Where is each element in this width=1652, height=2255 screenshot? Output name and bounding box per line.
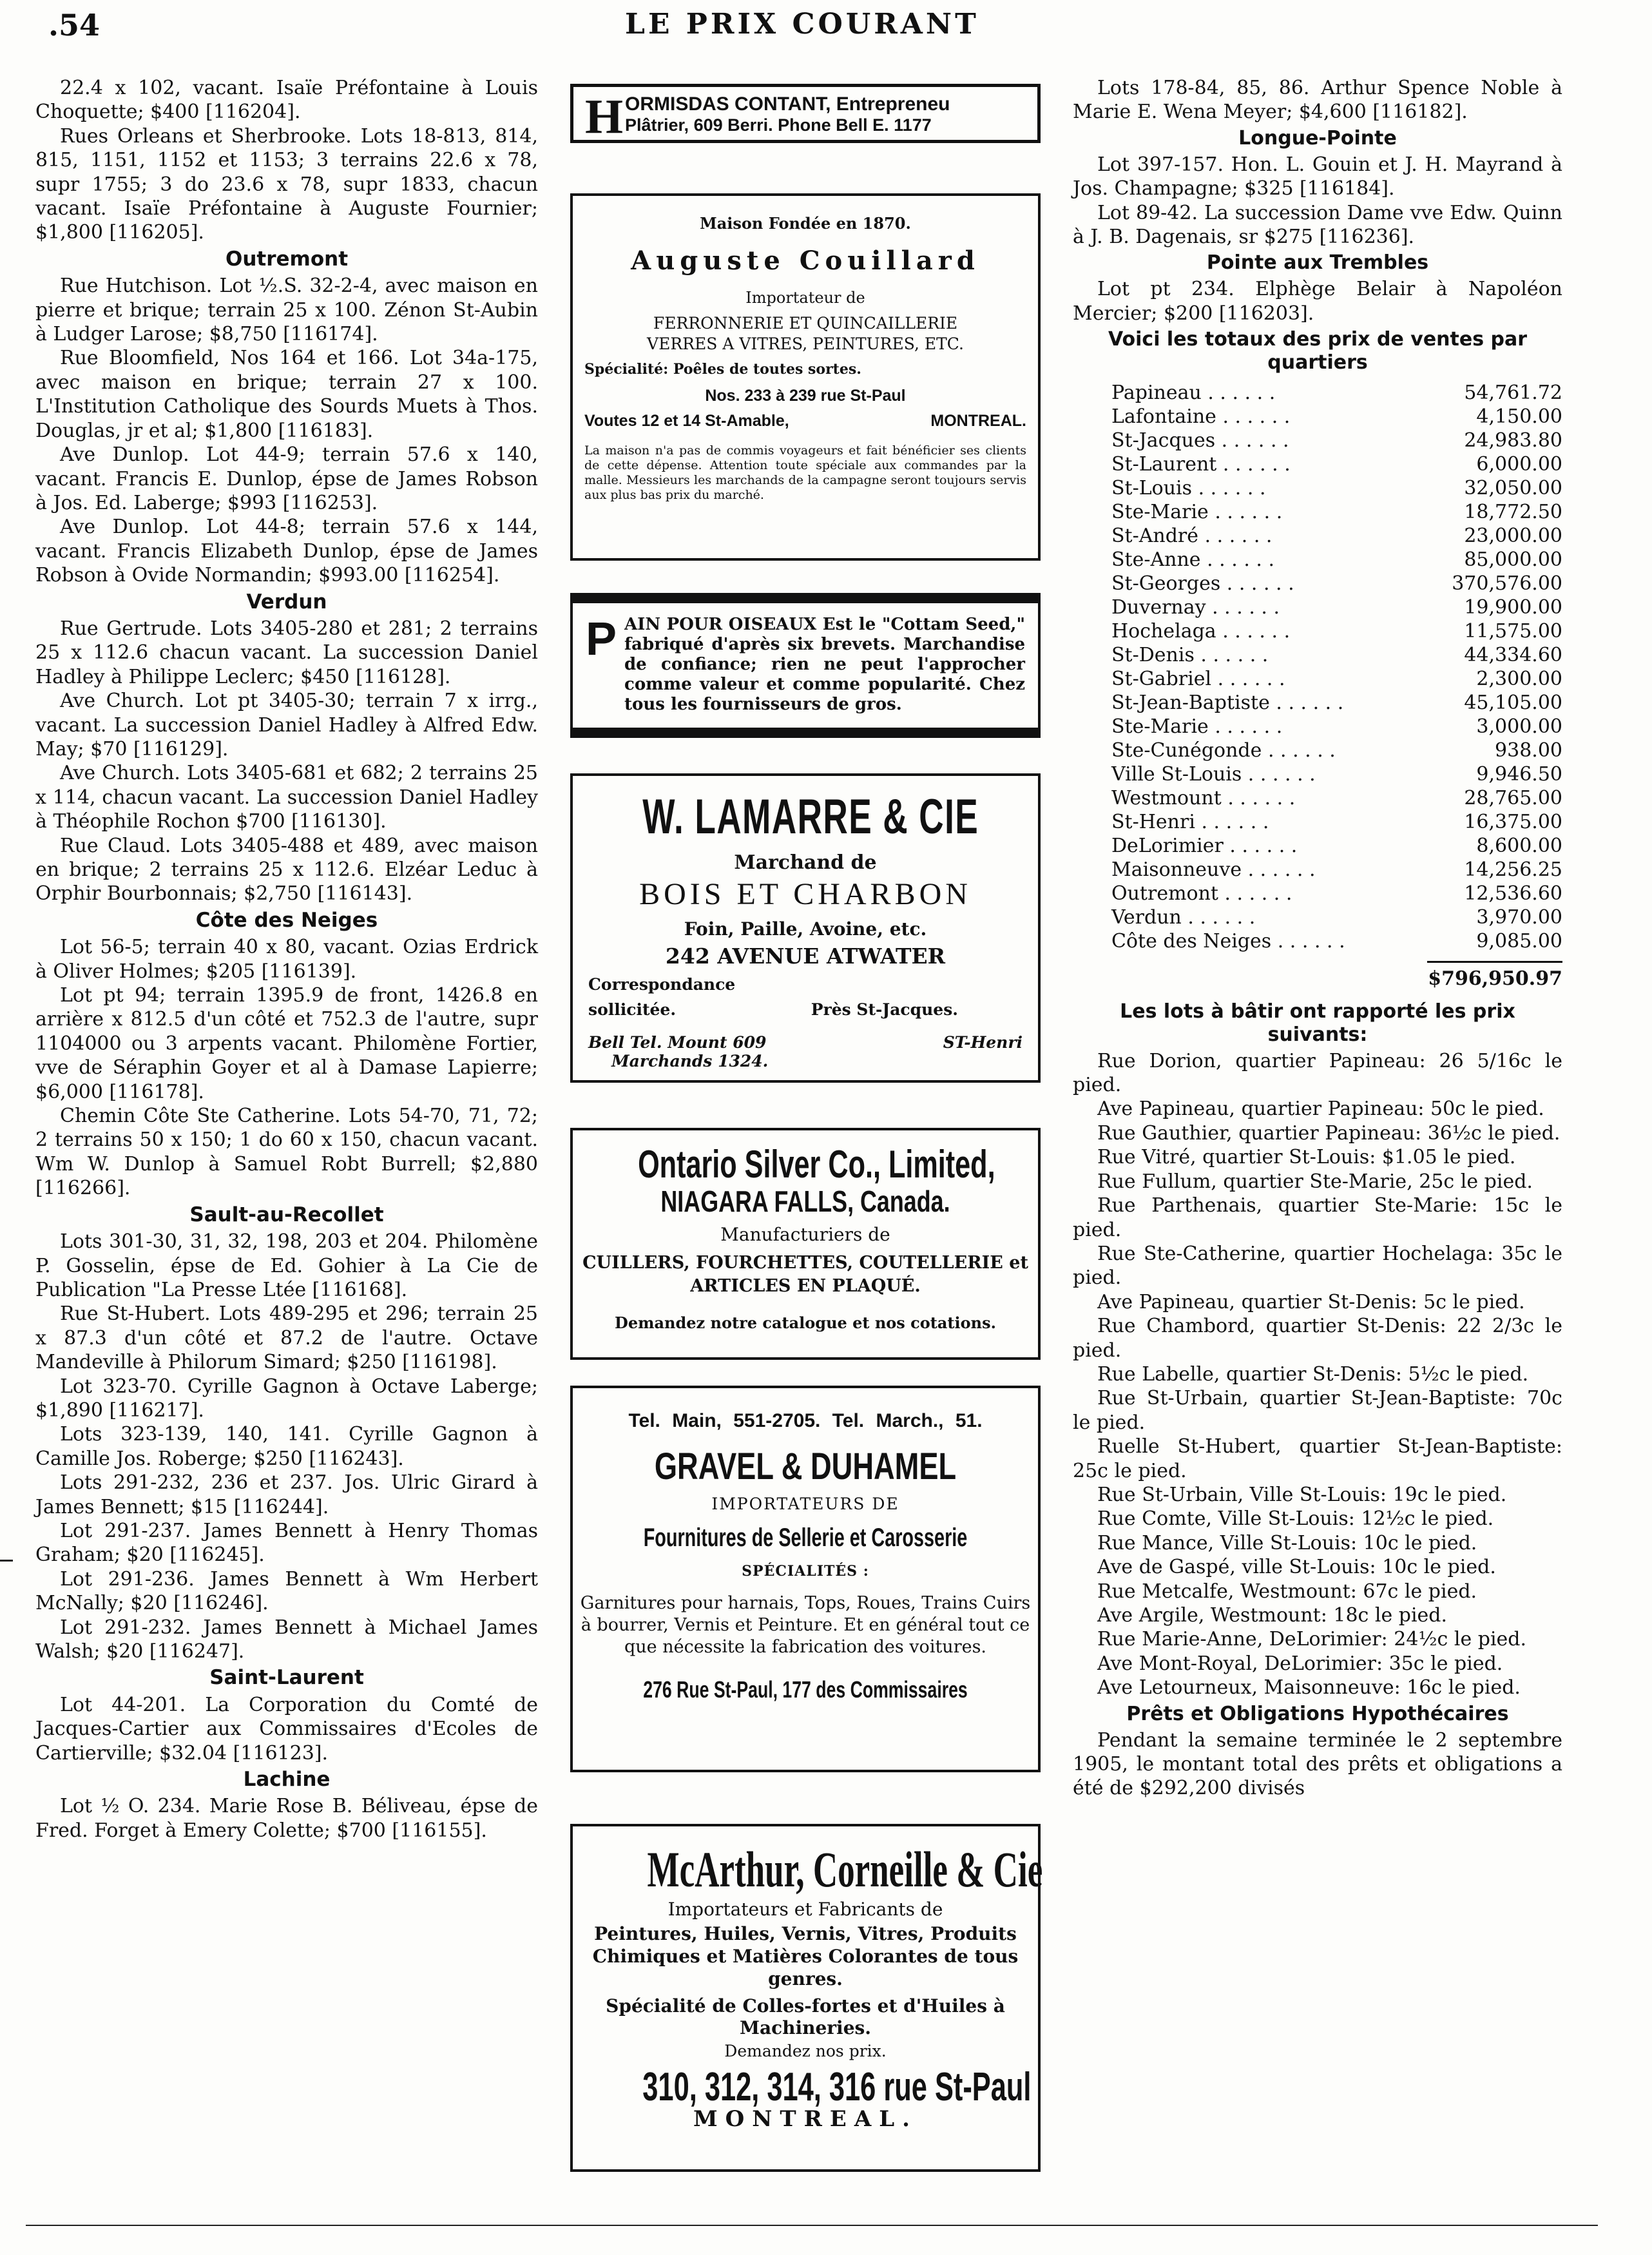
table-row bbox=[1073, 476, 1562, 500]
ad-tel: Tel. Main, 551-2705. Tel. March., 51. bbox=[628, 1410, 983, 1431]
table-row bbox=[1073, 381, 1562, 405]
table-row bbox=[1073, 905, 1562, 929]
ad-city: MONTREAL. bbox=[693, 2106, 917, 2132]
ad-goods: Fournitures de Sellerie et Carosserie bbox=[643, 1524, 968, 1552]
quartier-label: Ste-Anne bbox=[1111, 548, 1201, 572]
quartier-label: Ste-Marie bbox=[1111, 715, 1209, 739]
leader-dots: . . . . . . bbox=[1216, 620, 1291, 643]
ad-catalogue: Demandez notre catalogue et nos cotations. bbox=[615, 1313, 996, 1332]
paragraph: Rue Gauthier, quartier Papineau: 36½c le pied. bbox=[1097, 1121, 1561, 1145]
quartier-label: Papineau bbox=[1111, 382, 1202, 405]
ad-line bbox=[573, 313, 1038, 354]
table-row bbox=[1073, 667, 1562, 691]
ad-merchants: Marchands 1324. bbox=[611, 1052, 769, 1070]
paragraph: Chemin Côte Ste Catherine. Lots 54-70, 71, 72; 2 terrains 50 x 150; 1 do 60 x 150, chacun vacant. Wm W. Dunlop à Samuel Robt Burrell; $2,880 [116266]. bbox=[35, 1105, 538, 1200]
leader-dots: . . . . . . bbox=[1201, 382, 1276, 405]
section-heading: Voici les totaux des prix de ventes par quartiers bbox=[1108, 328, 1528, 374]
ad-corr: sollicitée. bbox=[588, 1000, 677, 1019]
ad-initial: P bbox=[586, 614, 617, 665]
section-heading: Sault-au-Recollet bbox=[189, 1203, 384, 1226]
quartier-name bbox=[1073, 882, 1421, 905]
paragraph: Ave Papineau, quartier St-Denis: 5c le pied. bbox=[1097, 1290, 1525, 1313]
quartier-label: Ville St-Louis bbox=[1111, 763, 1242, 786]
ad-initial: H bbox=[585, 90, 624, 144]
margin-mark bbox=[0, 1560, 13, 1562]
table-row bbox=[1073, 762, 1562, 786]
table-row bbox=[1073, 643, 1562, 667]
paragraph: Lots 323-139, 140, 141. Cyrille Gagnon à Camille Jos. Roberge; $250 [116243]. bbox=[35, 1423, 538, 1470]
ad-line: Marchand de bbox=[734, 851, 877, 874]
quartier-label: DeLorimier bbox=[1111, 835, 1224, 858]
quartier-value: 28,765.00 bbox=[1464, 787, 1562, 810]
table-row bbox=[1073, 405, 1562, 429]
quartier-label: St-Denis bbox=[1111, 644, 1195, 667]
paragraph: Rue Metcalfe, Westmount: 67c le pied. bbox=[1097, 1580, 1477, 1603]
quartier-label: Westmount bbox=[1111, 787, 1222, 810]
quartier-name bbox=[1073, 405, 1421, 429]
table-row bbox=[1073, 715, 1562, 739]
paragraph: Ave Dunlop. Lot 44-8; terrain 57.6 x 144, vacant. Francis Elizabeth Dunlop, épse de James Robson à Ovide Normandin; $993.00 [116254]. bbox=[35, 516, 538, 587]
paragraph: Pendant la semaine terminée le 2 septembre 1905, le montant total des prêts et obligations a été de $292,200 divisés bbox=[1073, 1728, 1562, 1800]
leader-dots: . . . . . . bbox=[1223, 835, 1298, 858]
leader-dots: . . . . . . bbox=[1220, 572, 1294, 595]
right-column bbox=[1073, 76, 1562, 1801]
leader-dots: . . . . . . bbox=[1242, 763, 1316, 786]
paragraph: Lots 301-30, 31, 32, 198, 203 et 204. Philomène P. Gosselin, épse de Ed. Gohier à La Cie de Publication "La Presse Ltée [116168]. bbox=[35, 1230, 538, 1301]
grand-total: $796,950.97 bbox=[1428, 967, 1562, 991]
quartier-value: 2,300.00 bbox=[1476, 668, 1562, 691]
running-title: LE PRIX COURANT bbox=[625, 8, 979, 41]
section-heading: Prêts et Obligations Hypothécaires bbox=[1126, 1702, 1509, 1725]
table-row bbox=[1073, 619, 1562, 643]
leader-dots: . . . . . . bbox=[1271, 930, 1345, 953]
ad-name: McArthur, Corneille & Cie bbox=[647, 1841, 1043, 1897]
quartier-value: 23,000.00 bbox=[1464, 525, 1562, 548]
totals-table bbox=[1073, 381, 1562, 953]
quartier-name bbox=[1073, 762, 1421, 786]
ad-line: SPÉCIALITÉS : bbox=[742, 1563, 869, 1580]
page-number: .54 bbox=[48, 8, 101, 43]
paragraph: Lots 291-232, 236 et 237. Jos. Ulric Girard à James Bennett; $15 [116244]. bbox=[35, 1471, 538, 1518]
quartier-value: 9,946.50 bbox=[1476, 763, 1562, 786]
quartier-name bbox=[1073, 834, 1421, 858]
paragraph: Ave Argile, Westmount: 18c le pied. bbox=[1097, 1604, 1448, 1627]
quartier-name bbox=[1073, 595, 1421, 619]
section-heading: Les lots à bâtir ont rapporté les prix suivants: bbox=[1120, 1000, 1515, 1046]
table-row bbox=[1073, 452, 1562, 476]
quartier-name bbox=[1073, 381, 1421, 405]
quartier-label: St-André bbox=[1111, 525, 1199, 548]
paragraph: Lot ½ O. 234. Marie Rose B. Béliveau, épse de Fred. Forget à Emery Colette; $700 [116155]. bbox=[35, 1795, 538, 1842]
ad-line bbox=[573, 412, 1038, 431]
ad-name: Auguste Couillard bbox=[631, 246, 980, 276]
quartier-value: 16,375.00 bbox=[1464, 811, 1562, 834]
quartier-value: 6,000.00 bbox=[1476, 453, 1562, 476]
quartier-name bbox=[1073, 524, 1421, 548]
quartier-label: St-Georges bbox=[1111, 572, 1221, 595]
leader-dots: . . . . . . bbox=[1262, 739, 1336, 762]
paragraph: Lot 323-70. Cyrille Gagnon à Octave Laberge; $1,890 [116217]. bbox=[35, 1375, 538, 1422]
table-row bbox=[1073, 524, 1562, 548]
quartier-name bbox=[1073, 619, 1421, 643]
paragraph: Rue Mance, Ville St-Louis: 10c le pied. bbox=[1097, 1531, 1477, 1554]
quartier-name bbox=[1073, 929, 1421, 953]
ad-line: Plâtrier, 609 Berri. Phone Bell E. 1177 bbox=[625, 115, 932, 135]
ad-name: W. LAMARRE & CIE bbox=[642, 789, 979, 844]
quartier-name bbox=[1073, 810, 1421, 834]
section-heading: Longue-Pointe bbox=[1238, 126, 1397, 150]
quartier-value: 11,575.00 bbox=[1464, 620, 1562, 643]
quartier-label: St-Laurent bbox=[1111, 453, 1217, 476]
paragraph: Ruelle St-Hubert, quartier St-Jean-Baptiste: 25c le pied. bbox=[1073, 1435, 1562, 1482]
ad-name: GRAVEL & DUHAMEL bbox=[654, 1446, 957, 1487]
leader-dots: . . . . . . bbox=[1218, 882, 1292, 905]
leader-dots: . . . . . . bbox=[1205, 596, 1280, 619]
paragraph: Lot 44-201. La Corporation du Comté de Jacques-Cartier aux Commissaires d'Ecoles de Cartierville; $32.04 [116123]. bbox=[35, 1693, 538, 1765]
table-row bbox=[1073, 858, 1562, 882]
table-row bbox=[1073, 739, 1562, 762]
quartier-name bbox=[1073, 452, 1421, 476]
quartier-value: 14,256.25 bbox=[1464, 858, 1562, 882]
bottom-rule bbox=[26, 2225, 1598, 2226]
quartier-name bbox=[1073, 786, 1421, 810]
ad-line: Importateurs et Fabricants de bbox=[668, 1899, 943, 1920]
quartier-name bbox=[1073, 739, 1421, 762]
quartier-name bbox=[1073, 715, 1421, 739]
ad-line: Manufacturiers de bbox=[720, 1224, 890, 1245]
leader-dots: . . . . . . bbox=[1194, 644, 1269, 667]
ad-ontario-silver bbox=[570, 1128, 1041, 1360]
paragraph: Lot pt 94; terrain 1395.9 de front, 1426.8 en arrière x 812.5 d'un côté et 752.3 de l'autre, supr 1104000 ou 3 arpents vacant. Philomène Fortier, vve de Séraphin Goyer et al à Damase Lapierre; $6,000 [116178]. bbox=[35, 984, 538, 1103]
quartier-name bbox=[1073, 572, 1421, 595]
leader-dots: . . . . . . bbox=[1208, 715, 1283, 739]
quartier-name bbox=[1073, 643, 1421, 667]
ad-list: Garnitures pour harnais, Tops, Roues, Trains Cuirs à bourrer, Vernis et Peinture. Et en général tout ce que nécessite la fabrication des voitures. bbox=[580, 1593, 1031, 1657]
ad-line bbox=[573, 975, 1038, 994]
ad-founded: Maison Fondée en 1870. bbox=[700, 214, 911, 233]
quartier-name bbox=[1073, 691, 1421, 715]
leader-dots: . . . . . . bbox=[1211, 668, 1285, 691]
leader-dots: . . . . . . bbox=[1216, 405, 1291, 429]
paragraph: Ave Papineau, quartier Papineau: 50c le pied. bbox=[1097, 1098, 1544, 1121]
leader-dots: . . . . . . bbox=[1221, 787, 1296, 810]
quartier-value: 54,761.72 bbox=[1464, 382, 1562, 405]
table-row bbox=[1073, 834, 1562, 858]
quartier-value: 938.00 bbox=[1495, 739, 1562, 762]
ad-city: MONTREAL. bbox=[930, 412, 1026, 430]
ad-near: Près St-Jacques. bbox=[811, 1000, 958, 1019]
quartier-value: 45,105.00 bbox=[1464, 692, 1562, 715]
quartier-value: 85,000.00 bbox=[1464, 548, 1562, 572]
ad-name: Ontario Silver Co., Limited, bbox=[638, 1143, 995, 1186]
section-heading: Verdun bbox=[246, 590, 327, 614]
paragraph: Ave de Gaspé, ville St-Louis: 10c le pied. bbox=[1097, 1556, 1496, 1579]
table-row bbox=[1073, 691, 1562, 715]
quartier-name bbox=[1073, 858, 1421, 882]
paragraph: Lot pt 234. Elphège Belair à Napoléon Mercier; $200 [116203]. bbox=[1073, 278, 1562, 325]
leader-dots: . . . . . . bbox=[1216, 453, 1291, 476]
paragraph: Rue Chambord, quartier St-Denis: 22 2/3c le pied. bbox=[1073, 1315, 1562, 1362]
paragraph: Ave Letourneux, Maisonneuve: 16c le pied. bbox=[1097, 1676, 1521, 1699]
paragraph: Ave Church. Lots 3405-681 et 682; 2 terrains 25 x 114, chacun vacant. La succession Daniel Hadley à Théophile Rochon $700 [116130]. bbox=[35, 762, 538, 833]
paragraph: Rue St-Urbain, Ville St-Louis: 19c le pied. bbox=[1097, 1483, 1507, 1506]
paragraph: Rue Comte, Ville St-Louis: 12½c le pied. bbox=[1097, 1507, 1494, 1531]
quartier-label: Duvernay bbox=[1111, 596, 1206, 619]
ad-specialty: Spécialité: Poêles de toutes sortes. bbox=[584, 361, 861, 378]
leader-dots: . . . . . . bbox=[1215, 429, 1289, 452]
leader-dots: . . . . . . bbox=[1181, 906, 1256, 929]
leader-dots: . . . . . . bbox=[1208, 501, 1283, 524]
table-row bbox=[1073, 810, 1562, 834]
quartier-label: Hochelaga bbox=[1111, 620, 1216, 643]
ad-address: 310, 312, 314, 316 rue St-Paul bbox=[642, 2065, 1032, 2109]
ad-corr: Correspondance bbox=[588, 975, 736, 994]
table-row bbox=[1073, 882, 1562, 905]
ad-goods: CUILLERS, FOURCHETTES, COUTELLERIE et ARTICLES EN PLAQUÉ. bbox=[582, 1253, 1028, 1296]
quartier-name bbox=[1073, 905, 1421, 929]
paragraph: Lots 178-84, 85, 86. Arthur Spence Noble à Marie E. Wena Meyer; $4,600 [116182]. bbox=[1073, 77, 1562, 124]
ad-goods: Peintures, Huiles, Vernis, Vitres, Produits Chimiques et Matières Colorantes de tous genres. bbox=[592, 1923, 1019, 1989]
paragraph: Rues Orleans et Sherbrooke. Lots 18-813, 814, 815, 1151, 1152 et 1153; 3 terrains 22.6 x 78, supr 1755; 3 do 23.6 x 78, supr 1833, chacun vacant. Isaïe Préfontaine à Auguste Fournier; $1,800 [116205]. bbox=[35, 124, 538, 244]
ad-gravel-duhamel bbox=[570, 1386, 1041, 1772]
paragraph: 22.4 x 102, vacant. Isaïe Préfontaine à Louis Choquette; $400 [116204]. bbox=[35, 77, 538, 124]
quartier-value: 19,900.00 bbox=[1464, 596, 1562, 619]
ad-area: ST-Henri bbox=[943, 1033, 1023, 1052]
quartier-value: 370,576.00 bbox=[1452, 572, 1562, 595]
section-heading: Pointe aux Trembles bbox=[1206, 251, 1429, 275]
ad-line: ORMISDAS CONTANT, Entrepreneu bbox=[625, 93, 950, 115]
quartier-value: 3,000.00 bbox=[1476, 715, 1562, 739]
section-heading: Lachine bbox=[243, 1768, 331, 1792]
ad-line bbox=[573, 1033, 1038, 1052]
ad-vaults: Voutes 12 et 14 St-Amable, bbox=[584, 412, 789, 430]
leader-dots: . . . . . . bbox=[1198, 525, 1273, 548]
paragraph: Ave Dunlop. Lot 44-9; terrain 57.6 x 140, vacant. Francis E. Dunlop, épse de James Robson à Jos. Ed. Laberge; $993 [116253]. bbox=[35, 443, 538, 514]
ad-couillard bbox=[570, 193, 1041, 561]
quartier-name bbox=[1073, 476, 1421, 500]
quartier-label: Côte des Neiges bbox=[1111, 930, 1272, 953]
ad-city: NIAGARA FALLS, Canada. bbox=[660, 1185, 950, 1218]
section-heading: Côte des Neiges bbox=[195, 908, 378, 932]
right-bottom-text bbox=[1073, 1000, 1562, 1801]
table-row bbox=[1073, 572, 1562, 595]
sum-rule bbox=[1427, 961, 1562, 963]
leader-dots: . . . . . . bbox=[1242, 858, 1316, 882]
paragraph: Rue Gertrude. Lots 3405-280 et 281; 2 terrains 25 x 112.6 chacun vacant. La succession Daniel Hadley à Philippe Leclerc; $450 [116128]. bbox=[35, 617, 538, 688]
section-heading: Saint-Laurent bbox=[209, 1666, 364, 1690]
paragraph: Ave Mont-Royal, DeLorimier: 35c le pied. bbox=[1097, 1652, 1503, 1675]
quartier-label: Maisonneuve bbox=[1111, 858, 1242, 882]
ad-line: Importateur de bbox=[745, 289, 865, 307]
quartier-value: 32,050.00 bbox=[1464, 477, 1562, 500]
quartier-value: 8,600.00 bbox=[1476, 835, 1562, 858]
leader-dots: . . . . . . bbox=[1195, 811, 1269, 834]
quartier-value: 9,085.00 bbox=[1476, 930, 1562, 953]
paragraph: Lot 291-237. James Bennett à Henry Thomas Graham; $20 [116245]. bbox=[35, 1519, 538, 1567]
leader-dots: . . . . . . bbox=[1192, 477, 1266, 500]
quartier-name bbox=[1073, 429, 1421, 452]
quartier-label: St-Jacques bbox=[1111, 429, 1216, 452]
quartier-label: St-Louis bbox=[1111, 477, 1193, 500]
quartier-label: St-Henri bbox=[1111, 811, 1195, 834]
paragraph: Rue Marie-Anne, DeLorimier: 24½c le pied. bbox=[1097, 1628, 1527, 1651]
ad-mcarthur bbox=[570, 1824, 1041, 2172]
ad-notice: La maison n'a pas de commis voyageurs et fait bénéficier ses clients de cette dépense. Attention toute spéciale aux commandes par la malle. Messieurs les marchands de la campagne seront toujours servis aux plus bas prix du marché. bbox=[584, 443, 1026, 502]
paragraph: Rue St-Urbain, quartier St-Jean-Baptiste: 70c le pied. bbox=[1073, 1387, 1562, 1434]
ad-goods: Foin, Paille, Avoine, etc. bbox=[684, 918, 927, 940]
paragraph: Lot 291-236. James Bennett à Wm Herbert McNally; $20 [116246]. bbox=[35, 1567, 538, 1615]
paragraph: Rue Claud. Lots 3405-488 et 489, avec maison en brique; 2 terrains 25 x 112.6. Elzéar Leduc à Orphir Bourbonnais; $2,750 [116143]. bbox=[35, 834, 538, 905]
paragraph: Rue St-Hubert. Lots 489-295 et 296; terrain 25 x 87.3 d'un côté et 87.2 de l'autre. Octave Mandeville à Philorum Simard; $250 [116198]. bbox=[35, 1302, 538, 1374]
quartier-label: Verdun bbox=[1111, 906, 1182, 929]
ad-text: AIN POUR OISEAUX Est le "Cottam Seed," fabriqué d'après six brevets. Marchandise de confiance; rien ne peut l'approcher comme valeur et comme popularité. Chez tous les fournisseurs de gros. bbox=[624, 615, 1025, 714]
quartier-label: Ste-Marie bbox=[1111, 501, 1209, 524]
quartier-label: St-Gabriel bbox=[1111, 668, 1212, 691]
table-row bbox=[1073, 548, 1562, 572]
quartier-label: St-Jean-Baptiste bbox=[1111, 692, 1270, 715]
table-row bbox=[1073, 500, 1562, 524]
paragraph: Lot 291-232. James Bennett à Michael James Walsh; $20 [116247]. bbox=[35, 1616, 538, 1663]
right-top-text bbox=[1073, 76, 1562, 374]
table-row bbox=[1073, 595, 1562, 619]
paragraph: Rue Labelle, quartier St-Denis: 5½c le pied. bbox=[1097, 1362, 1529, 1386]
paragraph: Rue Dorion, quartier Papineau: 26 5/16c le pied. bbox=[1073, 1049, 1562, 1097]
leader-dots: . . . . . . bbox=[1269, 692, 1344, 715]
ad-goods: VERRES A VITRES, PEINTURES, ETC. bbox=[647, 334, 964, 353]
ad-phone: Bell Tel. Mount 609 bbox=[588, 1033, 767, 1052]
paragraph: Lot 89-42. La succession Dame vve Edw. Quinn à J. B. Dagenais, sr $275 [116236]. bbox=[1073, 201, 1562, 249]
paragraph: Lot 397-157. Hon. L. Gouin et J. H. Mayrand à Jos. Champagne; $325 [116184]. bbox=[1073, 153, 1562, 200]
ad-goods: FERRONNERIE ET QUINCAILLERIE bbox=[653, 314, 958, 333]
paragraph: Rue Hutchison. Lot ½.S. 32-2-4, avec maison en pierre et brique; terrain 25 x 100. Zénon St-Aubin à Ludger Larose; $8,750 [116174]. bbox=[35, 275, 538, 346]
quartier-value: 4,150.00 bbox=[1476, 405, 1562, 429]
quartier-name bbox=[1073, 667, 1421, 691]
paragraph: Ave Church. Lot pt 3405-30; terrain 7 x irrg., vacant. La succession Daniel Hadley à Alfred Edw. May; $70 [116129]. bbox=[35, 690, 538, 760]
ad-address: 276 Rue St-Paul, 177 des Commissaires bbox=[643, 1676, 968, 1703]
ad-line: Demandez nos prix. bbox=[724, 2042, 887, 2060]
quartier-label: Outremont bbox=[1111, 882, 1218, 905]
paragraph: Lot 56-5; terrain 40 x 80, vacant. Ozias Erdrick à Oliver Holmes; $205 [116139]. bbox=[35, 936, 538, 983]
quartier-label: Ste-Cunégonde bbox=[1111, 739, 1262, 762]
table-row bbox=[1073, 429, 1562, 452]
quartier-value: 44,334.60 bbox=[1464, 644, 1562, 667]
ad-specialty: Spécialité de Colles-fortes et d'Huiles à Machineries. bbox=[606, 1995, 1005, 2038]
quartier-value: 3,970.00 bbox=[1476, 906, 1562, 929]
quartier-value: 12,536.60 bbox=[1464, 882, 1562, 905]
quartier-value: 24,983.80 bbox=[1464, 429, 1562, 452]
quartier-value: 18,772.50 bbox=[1464, 501, 1562, 524]
ad-cottam bbox=[570, 593, 1041, 738]
table-row bbox=[1073, 786, 1562, 810]
quartier-name bbox=[1073, 500, 1421, 524]
ad-address: 242 AVENUE ATWATER bbox=[665, 944, 946, 969]
ad-address: Nos. 233 à 239 rue St-Paul bbox=[705, 387, 906, 405]
ad-contant bbox=[570, 84, 1041, 143]
table-row bbox=[1073, 929, 1562, 953]
quartier-name bbox=[1073, 548, 1421, 572]
ad-lamarre bbox=[570, 773, 1041, 1083]
paragraph: Rue Ste-Catherine, quartier Hochelaga: 35c le pied. bbox=[1073, 1242, 1562, 1290]
paragraph: Rue Bloomfield, Nos 164 et 166. Lot 34a-175, avec maison en brique; terrain 27 x 100. L'Institution Catholique des Sourds Muets à Thos. Douglas, jr et al; $1,800 [116183]. bbox=[35, 347, 538, 442]
quartier-label: Lafontaine bbox=[1111, 405, 1216, 429]
ad-line: IMPORTATEURS DE bbox=[711, 1495, 899, 1513]
section-heading: Outremont bbox=[225, 247, 349, 271]
leader-dots: . . . . . . bbox=[1200, 548, 1274, 572]
ad-line bbox=[573, 1000, 1038, 1019]
ad-goods: BOIS ET CHARBON bbox=[639, 877, 972, 911]
left-column bbox=[35, 76, 538, 1843]
paragraph: Rue Parthenais, quartier Ste-Marie: 15c le pied. bbox=[1073, 1194, 1562, 1241]
paragraph: Rue Vitré, quartier St-Louis: $1.05 le pied. bbox=[1097, 1146, 1516, 1169]
paragraph: Rue Fullum, quartier Ste-Marie, 25c le pied. bbox=[1097, 1170, 1533, 1193]
